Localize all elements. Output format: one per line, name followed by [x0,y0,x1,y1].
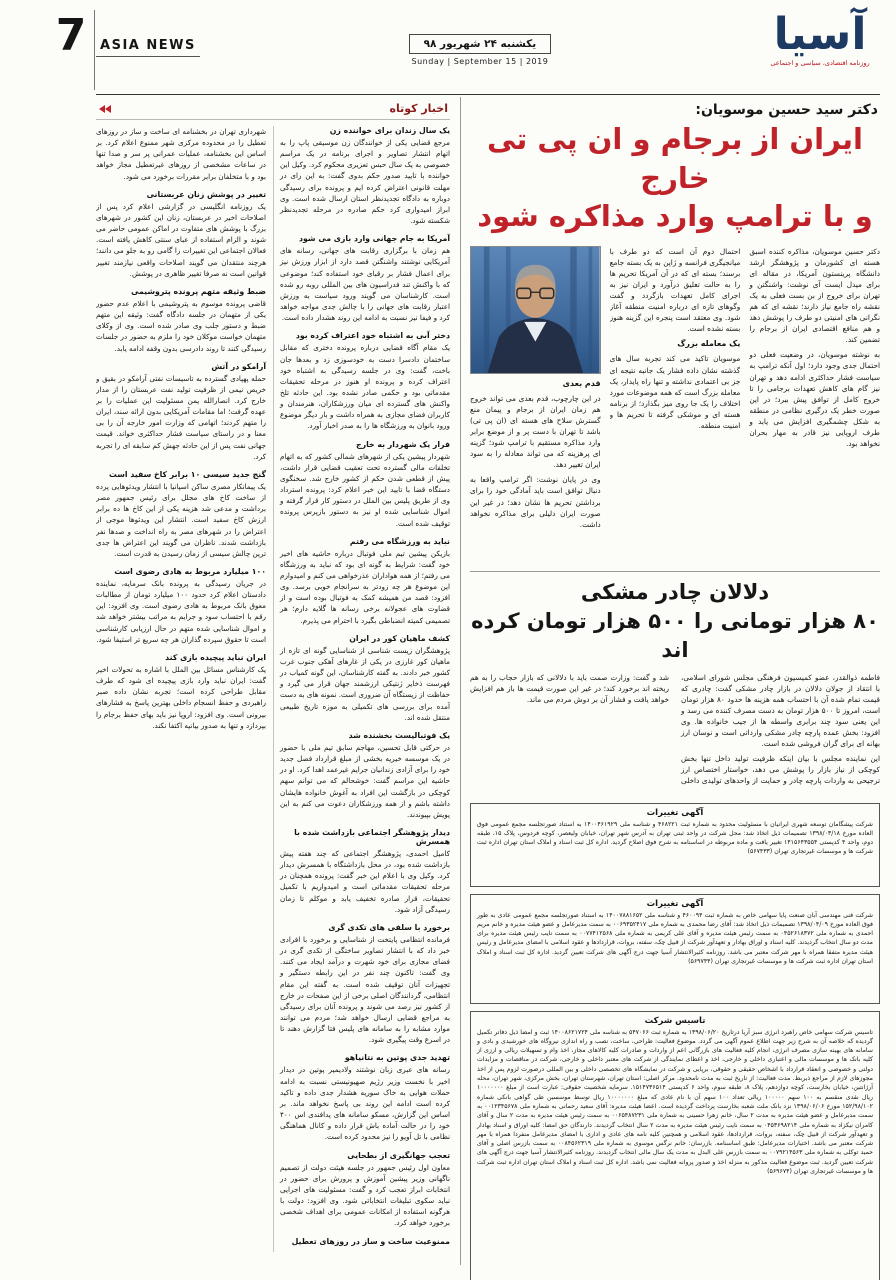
article-subhead: یک معامله بزرگ [677,339,741,349]
news-item [96,362,266,462]
article-paragraph: به نوشته موسویان، در وضعیت فعلی دو احتمال جدی وجود دارد؛ اول آنکه ترامپ به سیاست فشار حداکثری ادامه دهد و تهران نیز گام های کاهش تعهدات برجامی را تا خروج کامل از توافق پیش ببرد؛ در این صورت خطر یک درگیری نظامی در منطقه به شکل چشمگیری افزایش می یابد و طرف اروپایی نیز قادر به مهار بحران نخواهد بود. [749,350,880,449]
news-item-body: پژوهشگران زیست شناسی از شناسایی گونه ای تازه از ماهیان کور غارزی در یکی از غارهای آهکی جنوب غرب کشور خبر دادند. به گفته کارشناسان، این گونه کمیاب در فهرست ذخایر ژنتیکی ارزشمند جهان قرار می گیرد و حفاظت از زیستگاه آن ضروری است. نمونه های به دست آمده برای بررسی های تکمیلی به موزه تاریخ طبیعی منتقل شده اند. [280,645,450,722]
news-item-body: کامیل احمدی، پژوهشگر اجتماعی که چند هفته پیش بازداشت شده بود، در محل بازداشتگاه با همسرش دیدار کرد. وکیل وی با اعلام این خبر گفت: پرونده همچنان در مرحله تحقیقات مقدماتی است و امیدواریم با تکمیل تحقیقات، قرار صادره تخفیف یابد و موکلم تا زمان رسیدگی آزاد شود. [280,848,450,914]
news-item-body: شهردار پیشین یکی از شهرهای شمالی کشور که به اتهام تخلفات مالی گسترده تحت تعقیب قضایی قرار داشت، پیش از قطعی شدن حکم از کشور خارج شد. سخنگوی دستگاه قضا با تایید این خبر اعلام کرد: پرونده استرداد وی از طریق پلیس بین الملل در دستور کار قرار گرفته و اموال شناسایی شده او نیز به دستور بازپرس پرونده توقیف شده است. [280,451,450,528]
news-item-title: برخورد با سلفی های تکدی گری [328,922,450,932]
article-kicker: دکتر سید حسین موسویان: [695,102,878,118]
page-number: 7 [55,10,87,61]
news-item [96,287,266,354]
article-paragraph: موسویان تاکید می کند تجربه سال های گذشته نشان داده فشار یک جانبه نتیجه ای جز بی اعتمادی نداشته و تنها راه پایدار، یک معامله بزرگ است که همه موضوعات مورد اختلاف را یک جا روی میز بگذارد؛ از برنامه هسته ای و موشکی گرفته تا تحریم ها و امنیت منطقه. [609,354,741,430]
masthead: ASIA NEWS [96,38,200,57]
main-headline [470,120,880,236]
page-content [96,97,880,1265]
news-item-body: در حرکتی قابل تحسین، مهاجم سابق تیم ملی با حضور در یک موسسه خیریه بخشی از مبلغ قرارداد فصل جدید خود را برای آزادی زندانیان جرایم غیرعمد اهدا کرد. او در حاشیه این مراسم گفت: خوشحالم که می توانم سهم کوچکی در بازگشت این افراد به آغوش خانواده هایشان داشته باشم و از همه ورزشکاران دعوت می کنم به این پویش بپیوندند. [280,742,450,819]
article-paragraph: در این چارچوب، قدم بعدی می تواند خروج هم زمان ایران از برجام و پیمان منع گسترش سلاح های هسته ای (ان پی تی) باشد تا تهران با دست پر و از موضع برابر وارد مذاکره مستقیم با ترامپ شود؛ گزینه ای پرهزینه که می تواند معادله را به سود ایران تغییر دهد. [470,393,601,470]
news-item-title: آمریکا به جام جهانی وارد بازی می شود [299,234,450,244]
news-item [280,440,450,529]
news-item [280,1151,450,1229]
news-item [280,537,450,626]
article-paragraph: فاطمه ذوالقدر، عضو کمیسیون فرهنگی مجلس شورای اسلامی، با انتقاد از جولان دلالان در بازار چادر مشکی گفت: چادری که قیمت تمام شده آن با احتساب همه هزینه ها حدود ۸۰ هزار تومان است، امروز تا ۵۰۰ هزار تومان به دست مصرف کننده می رسد و این یعنی سود چند برابری واسطه ها از جیب خانواده ها. وی افزود: بخش عمده پارچه چادر مشکی وارداتی است و نوسان ارز بهانه ای برای گران فروشی شده است. [681,672,880,749]
article-paragraph: این نماینده مجلس با بیان اینکه ظرفیت تولید داخل تنها بخش کوچکی از نیاز بازار را پوشش می دهد، خواستار اختصاص ارز ترجیحی به واردات پارچه چادر و حمایت از واحدهای تولیدی داخلی شد و گفت: وزارت صمت باید با دلالانی که بازار حجاب را به هم ریخته اند برخورد کند؛ در غیر این صورت قیمت ها باز هم افزایش خواهد یافت و فشار آن بر دوش مردم می ماند. [470,672,880,786]
news-item-body: در جریان رسیدگی به پرونده بانک سرمایه، نماینده دادستان اعلام کرد حدود ۱۰۰ میلیارد تومان از مطالبات معوق بانک مربوط به هادی رضوی است. وی افزود: این رقم با احتساب سود و جرایم به مراتب بیشتر خواهد شد و اموال شناسایی شده متهم در حال ارزیابی کارشناسی است تا حقوق سپرده گذاران هر چه سریع تر استیفا شود. [96,579,266,644]
news-item [280,731,450,820]
main-headline-line2: و با ترامپ وارد مذاکره شود [477,199,873,234]
logo-tagline: روزنامه اقتصادی، سیاسی و اجتماعی [770,59,870,68]
news-item [96,567,266,645]
notice-body: شرکت فنی مهندسی آبان صنعت پایا سهامی خاص به شماره ثبت ۴۶۰۰۹۴ و شناسه ملی ۱۴۰۰۷۸۸۱۶۵۲ به استناد صورتجلسه مجمع عمومی عادی به طور فوق العاده مورخ ۱۳۹۸/۰۴/۰۹ تصمیمات ذیل اتخاذ شد: آقای رضا محمدی به شماره ملی ۰۰۶۹۳۵۲۴۱۷ به سمت مدیرعامل و عضو هیئت مدیره و خانم مریم احمدی به شماره ملی ۰۴۵۲۶۱۸۳۷۲ به سمت رئیس هیئت مدیره و آقای علی کریمی به شماره ملی ۰۰۷۷۴۱۲۵۶۸ به سمت نایب رئیس هیئت مدیره برای مدت دو سال انتخاب گردیدند. کلیه اسناد و اوراق بهادار و تعهدآور شرکت از قبیل چک، سفته، بروات، قراردادها و عقود اسلامی با امضای مدیرعامل و رئیس هیئت مدیره متفقا همراه با مهر شرکت معتبر می باشد. روزنامه کثیرالانتشار آسیا جهت درج آگهی های شرکت تعیین گردید. اداره کل ثبت اسناد و املاک استان تهران اداره ثبت شرکت ها و موسسات غیرتجاری تهران (۵۶۹۷۴۴) [477,911,874,966]
news-item-title: یک سال زندان برای خواننده زن [329,126,450,135]
news-item [280,923,450,1046]
news-item-title: آرامکو در آتش [211,361,266,371]
news-item-title: فرار یک شهردار به خارج [355,439,450,449]
news-item-title: گنج جدید سیسی ۱۰ برابر کاخ سفید است [109,469,266,479]
news-item-body: یک پیمانکار مصری ساکن اسپانیا با انتشار ویدئوهایی پرده از ساخت کاخ های مجلل برای رئیس جمهور مصر برداشت و مدعی شد هزینه یکی از این کاخ ها ده برابر ارزش کاخ سفید است. انتشار این ویدئوها موجی از اعتراض را در شهرهای مصر به راه انداخت و صدها نفر بازداشت شدند. ناظران می گویند این اعتراض ها جدی ترین چالش سیسی از زمان رسیدن به قدرت است. [96,481,266,558]
logo-text: آسیا [773,9,867,60]
legal-notice [470,1011,880,1280]
second-headline-line1: دلالان چادر مشکی [580,579,770,604]
second-article [470,571,880,796]
short-news-columns [96,120,450,1252]
news-item-body: قاضی پرونده موسوم به پتروشیمی با اعلام عدم حضور یکی از متهمان در جلسه دادگاه گفت: وثیقه این متهم ضبط و دستور جلب وی صادر شده است. وی از وکلای متهمان خواست موکلان خود را ملزم به حضور در جلسات رسیدگی کنند تا روند دادرسی بدون وقفه ادامه یابد. [96,298,266,353]
news-item-title: تهدید جدی پوتین به نتانیاهو [344,1053,450,1063]
news-item [280,1053,450,1142]
news-item-body: مرجع قضایی یکی از خوانندگان زن موسیقی پاپ را به اتهام انتشار تصاویر و اجرای برنامه در یک مراسم خصوصی به یک سال حبس تعزیری محکوم کرد. وکیل این خواننده با تایید صدور حکم بدوی گفت: به این رای در مهلت قانونی اعتراض کرده ایم و پرونده برای رسیدگی دوباره به دادگاه تجدیدنظر استان ارسال شده است. وی ابراز امیدواری کرد حکم صادره در مرحله تجدیدنظر شکسته شود. [280,138,450,226]
news-item-body: هم زمان با برگزاری رقابت های جهانی، رسانه های آمریکایی نوشتند واشنگتن قصد دارد از ابزار ورزش نیز برای اعمال فشار بر رقبای خود استفاده کند؛ موضوعی که با واکنش تند فدراسیون های بین المللی روبه رو شده است. کارشناسان می گویند ورود سیاست به ورزش اعتبار رقابت های جهانی را با چالش جدی مواجه خواهد کرد و فیفا نیز نسبت به ادامه این روند هشدار داده است. [280,246,450,323]
news-item [280,126,450,226]
legal-notice [470,894,880,1004]
news-item-title: ایران نباید پیچیده بازی کند [165,652,266,662]
notice-title: آگهی تغییرات [646,898,704,909]
news-item-body: بازیکن پیشین تیم ملی فوتبال درباره حاشیه های اخیر خود گفت: شرایط به گونه ای بود که نباید به ورزشگاه می رفتم؛ از همه هواداران عذرخواهی می کنم و امیدوارم این موضوع هر چه زودتر به سرانجام خوبی برسد. وی افزود: قصد من همیشه کمک به فوتبال بوده است و از قضاوت های عجولانه برخی رسانه ها گلایه دارم؛ هر تصمیمی کمیته انضباطی بگیرد با احترام می پذیرم. [280,548,450,625]
news-item-title: کشف ماهیان کور در ایران [349,633,450,643]
news-item [96,470,266,559]
second-headline [470,578,880,665]
article-paragraph: وی در پایان نوشت: اگر ترامپ واقعا به دنبال توافق است باید آمادگی خود را برای برداشتن تحریم ها نشان دهد؛ در غیر این صورت ایران دلیلی برای مذاکره نخواهد داشت. [470,475,601,529]
news-item [280,331,450,431]
article-column-1 [749,246,880,564]
article-paragraph: احتمال دوم آن است که دو طرف با میانجیگری فرانسه و ژاپن به یک بسته جامع برسند؛ بسته ای که در آن آمریکا تحریم ها را به حالت تعلیق درآورد و ایران نیز به اجرای کامل تعهدات بازگردد و گفت وگوهای تازه ای درباره امنیت منطقه آغاز شود. وی معتقد است پنجره این گزینه هنوز بسته نشده است. [609,246,741,334]
news-item-title: ۱۰۰ میلیارد مربوط به هادی رضوی است [114,567,266,576]
second-article-body [470,672,880,796]
news-item-body: شهرداری تهران در بخشنامه ای ساخت و ساز در روزهای تعطیل را در محدوده مرکزی شهر ممنوع اعلام کرد. بر اساس این بخشنامه، عملیات عمرانی پر سر و صدا تنها در ساعات مشخصی از روزهای غیرتعطیل مجاز خواهد بود و با متخلفان برابر مقررات برخورد می شود. [96,127,266,181]
news-item-title: یک فوتبالیست بخشنده شد [348,730,450,740]
legal-notice [470,803,880,887]
news-item [280,234,450,323]
date-english: Sunday | September 15 | 2019 [411,57,549,66]
news-item-title: دختر آبی به اشتباه خود اعتراف کرده بود [295,331,450,341]
newspaper-logo [760,8,880,67]
header [96,8,880,95]
main-article-section [460,97,880,1265]
short-news-header [96,97,450,120]
news-item [280,634,450,723]
news-item-title: ممنوعیت ساخت و ساز در روزهای تعطیل [291,1236,450,1246]
date-persian: یکشنبه ۲۴ شهریور ۹۸ [409,34,552,54]
news-item-body: معاون اول رئیس جمهور در جلسه هیئت دولت از تصمیم ناگهانی وزیر پیشین آموزش و پرورش برای حضور در انتخابات ابراز تعجب کرد و گفت: مسئولیت های اجرایی نباید سکوی تبلیغات انتخاباتی شود. وی افزود: دولت با هرگونه استفاده از امکانات عمومی برای اهداف شخصی برخورد خواهد کرد. [280,1162,450,1228]
news-item [280,828,450,915]
news-item-title: تعجب جهانگیری از بطحایی [347,1150,450,1160]
notice-body: تاسیس شرکت سهامی خاص راهبرد انرژی سبز آریا درتاریخ ۱۳۹۸/۰۶/۲۰ به شماره ثبت ۵۴۷۰۶۶ به شناسه ملی ۱۴۰۰۸۶۲۱۷۲۴ ثبت و امضا ذیل دفاتر تکمیل گردیده که خلاصه آن به شرح زیر جهت اطلاع عموم آگهی می گردد. موضوع فعالیت: طراحی، ساخت، نصب و راه اندازی نیروگاه های خورشیدی و بادی و سامانه های بهینه سازی مصرف انرژی، انجام کلیه فعالیت های بازرگانی اعم از واردات و صادرات کلیه کالاهای مجاز، اخذ وام و تسهیلات ریالی و ارزی از کلیه بانک ها و موسسات مالی و اعتباری داخلی و خارجی، اخذ و اعطای نمایندگی از شرکت های معتبر داخلی و خارجی، شرکت در مناقصات و مزایدات دولتی و خصوصی و انعقاد قرارداد با اشخاص حقیقی و حقوقی، برپایی و شرکت در نمایشگاه های تخصصی داخلی و بین المللی درصورت لزوم پس از اخذ مجوزهای لازم از مراجع ذیربط. مدت فعالیت: از تاریخ ثبت به مدت نامحدود. مرکز اصلی: استان تهران، شهرستان تهران، بخش مرکزی، شهر تهران، محله آرژانتین، خیابان بخارست، کوچه دوازدهم، پلاک ۸، طبقه سوم، واحد ۶ کدپستی ۱۵۱۴۷۳۶۵۱۴. سرمایه شخصیت حقوقی: عبارت است از مبلغ ۱۰۰۰۰۰۰۰ ریال نقدی منقسم به ۱۰۰ سهم ۱۰۰۰۰۰ ریالی تعداد ۱۰۰ سهم آن با نام عادی که مبلغ ۱۰۰۰۰۰۰۰ ریال توسط موسسین طی گواهی بانکی شماره ۱۵۲/۹۸/۱۰۲ مورخ ۱۳۹۸/۰۶/۰۶ نزد بانک ملت شعبه بخارست پرداخت گردیده است. اعضا هیئت مدیره: آقای سعید رحمانی به شماره ملی ۰۰۱۲۳۴۵۶۷۸ به سمت مدیرعامل و عضو هیئت مدیره به مدت ۲ سال، خانم زهرا حسینی به شماره ملی ۰۰۶۵۴۸۷۲۳۱ به سمت رئیس هیئت مدیره به مدت ۲ سال و آقای کامران نیکزاد به شماره ملی ۰۴۵۳۶۹۸۲۱۴ به سمت نایب رئیس هیئت مدیره به مدت ۲ سال انتخاب گردیدند. دارندگان حق امضا: کلیه اوراق و اسناد بهادار و تعهدآور شرکت از قبیل چک، سفته، بروات، قراردادها، عقود اسلامی و همچنین کلیه نامه های عادی و اداری با امضای مدیرعامل منفردا همراه با مهر شرکت معتبر می باشد. اختیارات مدیرعامل: طبق اساسنامه. بازرسان: خانم نرگس موسوی به شماره ملی ۰۰۸۴۵۶۲۳۱۹ به سمت بازرس اصلی و آقای حمید توکلی به شماره ملی ۰۰۷۹۲۱۴۵۶۳ به سمت بازرس علی البدل به مدت یک سال مالی انتخاب گردیدند. روزنامه کثیرالانتشار آسیا جهت درج آگهی های شرکت تعیین گردید. ثبت موضوع فعالیت مذکور به منزله اخذ و صدور پروانه فعالیت نمی باشد. اداره کل ثبت اسناد و املاک استان تهران اداره ثبت شرکت ها و موسسات غیرتجاری تهران (۵۶۹۶۷۴) [477,1028,874,1176]
second-headline-line2: ۸۰ هزار تومانی را ۵۰۰ هزار تومان کرده اند [471,608,879,662]
short-news-section [96,97,460,1265]
article-column-2 [610,246,741,564]
main-headline-line1: ایران از برجام و ان پی تی خارج [487,122,863,195]
notice-title: آگهی تغییرات [646,807,704,818]
notice-body: شرکت پیشگامان توسعه شهری ایرانیان با مسئولیت محدود به شماره ثبت ۴۶۸۲۲۱ و شناسه ملی ۱۴۰۰۴۶۱۹۲۹ به استناد صورتجلسه مجمع عمومی فوق العاده مورخ ۱۳۹۸/۰۳/۱۸ تصمیمات ذیل اتخاذ شد: محل شرکت در واحد ثبتی تهران به آدرس شهر تهران، خیابان ولیعصر، کوچه فردوس، پلاک ۱۵، طبقه دوم، واحد ۴ کدپستی ۱۴۱۵۶۴۳۵۵۴ تغییر یافت و ماده مربوطه در اساسنامه به شرح فوق اصلاح گردید. اداره کل ثبت اسناد و املاک استان تهران اداره ثبت شرکت ها و موسسات غیرتجاری تهران (۵۶۷۴۳۳) [477,820,873,856]
news-item [96,190,266,279]
short-news-title: اخبار کوتاه [389,102,448,115]
main-article-body [470,246,880,564]
news-item-body: حمله پهپادی گسترده به تاسیسات نفتی آرامکو در بقیق و خریص نیمی از ظرفیت تولید نفت عربستان را از مدار خارج کرد. انصارالله یمن مسئولیت این عملیات را بر عهده گرفت؛ اما مقامات آمریکایی بدون ارائه سند، ایران را متهم کردند؛ اتهامی که وزارت امور خارجه آن را بی معنا و در راستای سیاست فشار حداکثری خواند. قیمت جهانی نفت پس از این حادثه جهش کم سابقه ای را تجربه کرد. [96,373,266,461]
news-item-title: تغییر در پوشش زنان عربستانی [146,189,266,199]
news-item-title: ضبط وثیقه متهم پرونده پتروشیمی [131,286,266,296]
article-photo [470,246,601,374]
news-item-body: یک مقام آگاه قضایی درباره پرونده دختری که مقابل ساختمان دادسرا دست به خودسوزی زد و بعدها جان باخت، گفت: وی در جلسه رسیدگی به اشتباه خود اعتراف کرده و پرونده او هنوز در مرحله تحقیقات مقدماتی بود و حکمی صادر نشده بود. این حادثه تلخ واکنش های گسترده ای میان ورزشکاران، هنرمندان و کاربران فضای مجازی به همراه داشت و بار دیگر موضوع ورود بانوان به ورزشگاه ها را به صدر اخبار آورد. [280,343,450,431]
notice-title: تاسیس شرکت [644,1015,706,1026]
date-block [409,32,552,66]
news-item-body: یک کارشناس مسائل بین الملل با اشاره به تحولات اخیر گفت: ایران نباید وارد بازی پیچیده ای شود که طرف مقابل طراحی کرده است؛ تجربه نشان داده صبر راهبردی و حفظ انسجام داخلی بهترین پاسخ به فشارهای بیرونی است. وی افزود: اروپا نیز باید بهای حفظ برجام را بپردازد و تنها به صدور بیانیه اکتفا نکند. [96,664,266,730]
news-item-title: نباید به ورزشگاه می رفتم [349,536,450,546]
article-column-3 [470,246,601,564]
news-item [96,653,266,731]
article-paragraph: دکتر حسین موسویان، مذاکره کننده اسبق هسته ای کشورمان و پژوهشگر ارشد دانشگاه پرینستون آمریکا، در مقاله ای برای میدل ایست آی نوشت: واشنگتن و تهران برای خروج از بن بست فعلی به یک نقشه راه جامع نیاز دارند؛ نقشه ای که هم نگرانی های امنیتی دو طرف را پوشش دهد و هم منافع اقتصادی ایران از برجام را تضمین کند. [749,246,880,345]
page-number-box [48,10,95,90]
news-item-title: دیدار پژوهشگر اجتماعی بازداشت شده با همسرش [294,827,450,846]
news-item-body: فرمانده انتظامی پایتخت از شناسایی و برخورد با افرادی خبر داد که با انتشار تصاویر ساختگی از تکدی گری در فضای مجازی برای خود شهرت و درآمد ایجاد می کنند. وی گفت: تاکنون چند نفر در این رابطه دستگیر و تجهیزات آنان توقیف شده است. به گفته این مقام انتظامی، گردانندگان اصلی برخی از این صفحات در خارج از کشور نیز رصد می شوند و پرونده آنان برای رسیدگی به مراجع قضایی ارسال خواهد شد؛ مردم می توانند موارد مشابه را به سامانه های پلیس فتا گزارش دهند تا در اسرع وقت پیگیری شود. [280,934,450,1045]
news-item-body: یک روزنامه انگلیسی در گزارشی اعلام کرد پس از اصلاحات اخیر در عربستان، زنان این کشور در شهرهای بزرگ با پوشش های متفاوت در اماکن عمومی حاضر می شوند و الزام استفاده از عبای سنتی کاهش یافته است. فعالان اجتماعی این تغییرات را گامی رو به جلو می دانند؛ هرچند منتقدان می گویند اصلاحات واقعی نیازمند تغییر قوانین است نه صرفا تغییر ظاهری در پوشش. [96,201,266,278]
news-item-body: رسانه های عبری زبان نوشتند ولادیمیر پوتین در دیدار اخیر با نخست وزیر رژیم صهیونیستی نسبت به ادامه حملات هوایی به خاک سوریه هشدار جدی داده و تاکید کرده است ادامه این روند بی پاسخ نخواهد ماند. بر اساس این گزارش، مسکو سامانه های پدافندی اس ۴۰۰ خود را در حالت آماده باش قرار داده و کانال هماهنگی نظامی با تل آویو را نیز محدود کرده است. [280,1065,450,1142]
short-news-icon [98,104,112,114]
article-subhead: قدم بعدی [562,378,601,388]
